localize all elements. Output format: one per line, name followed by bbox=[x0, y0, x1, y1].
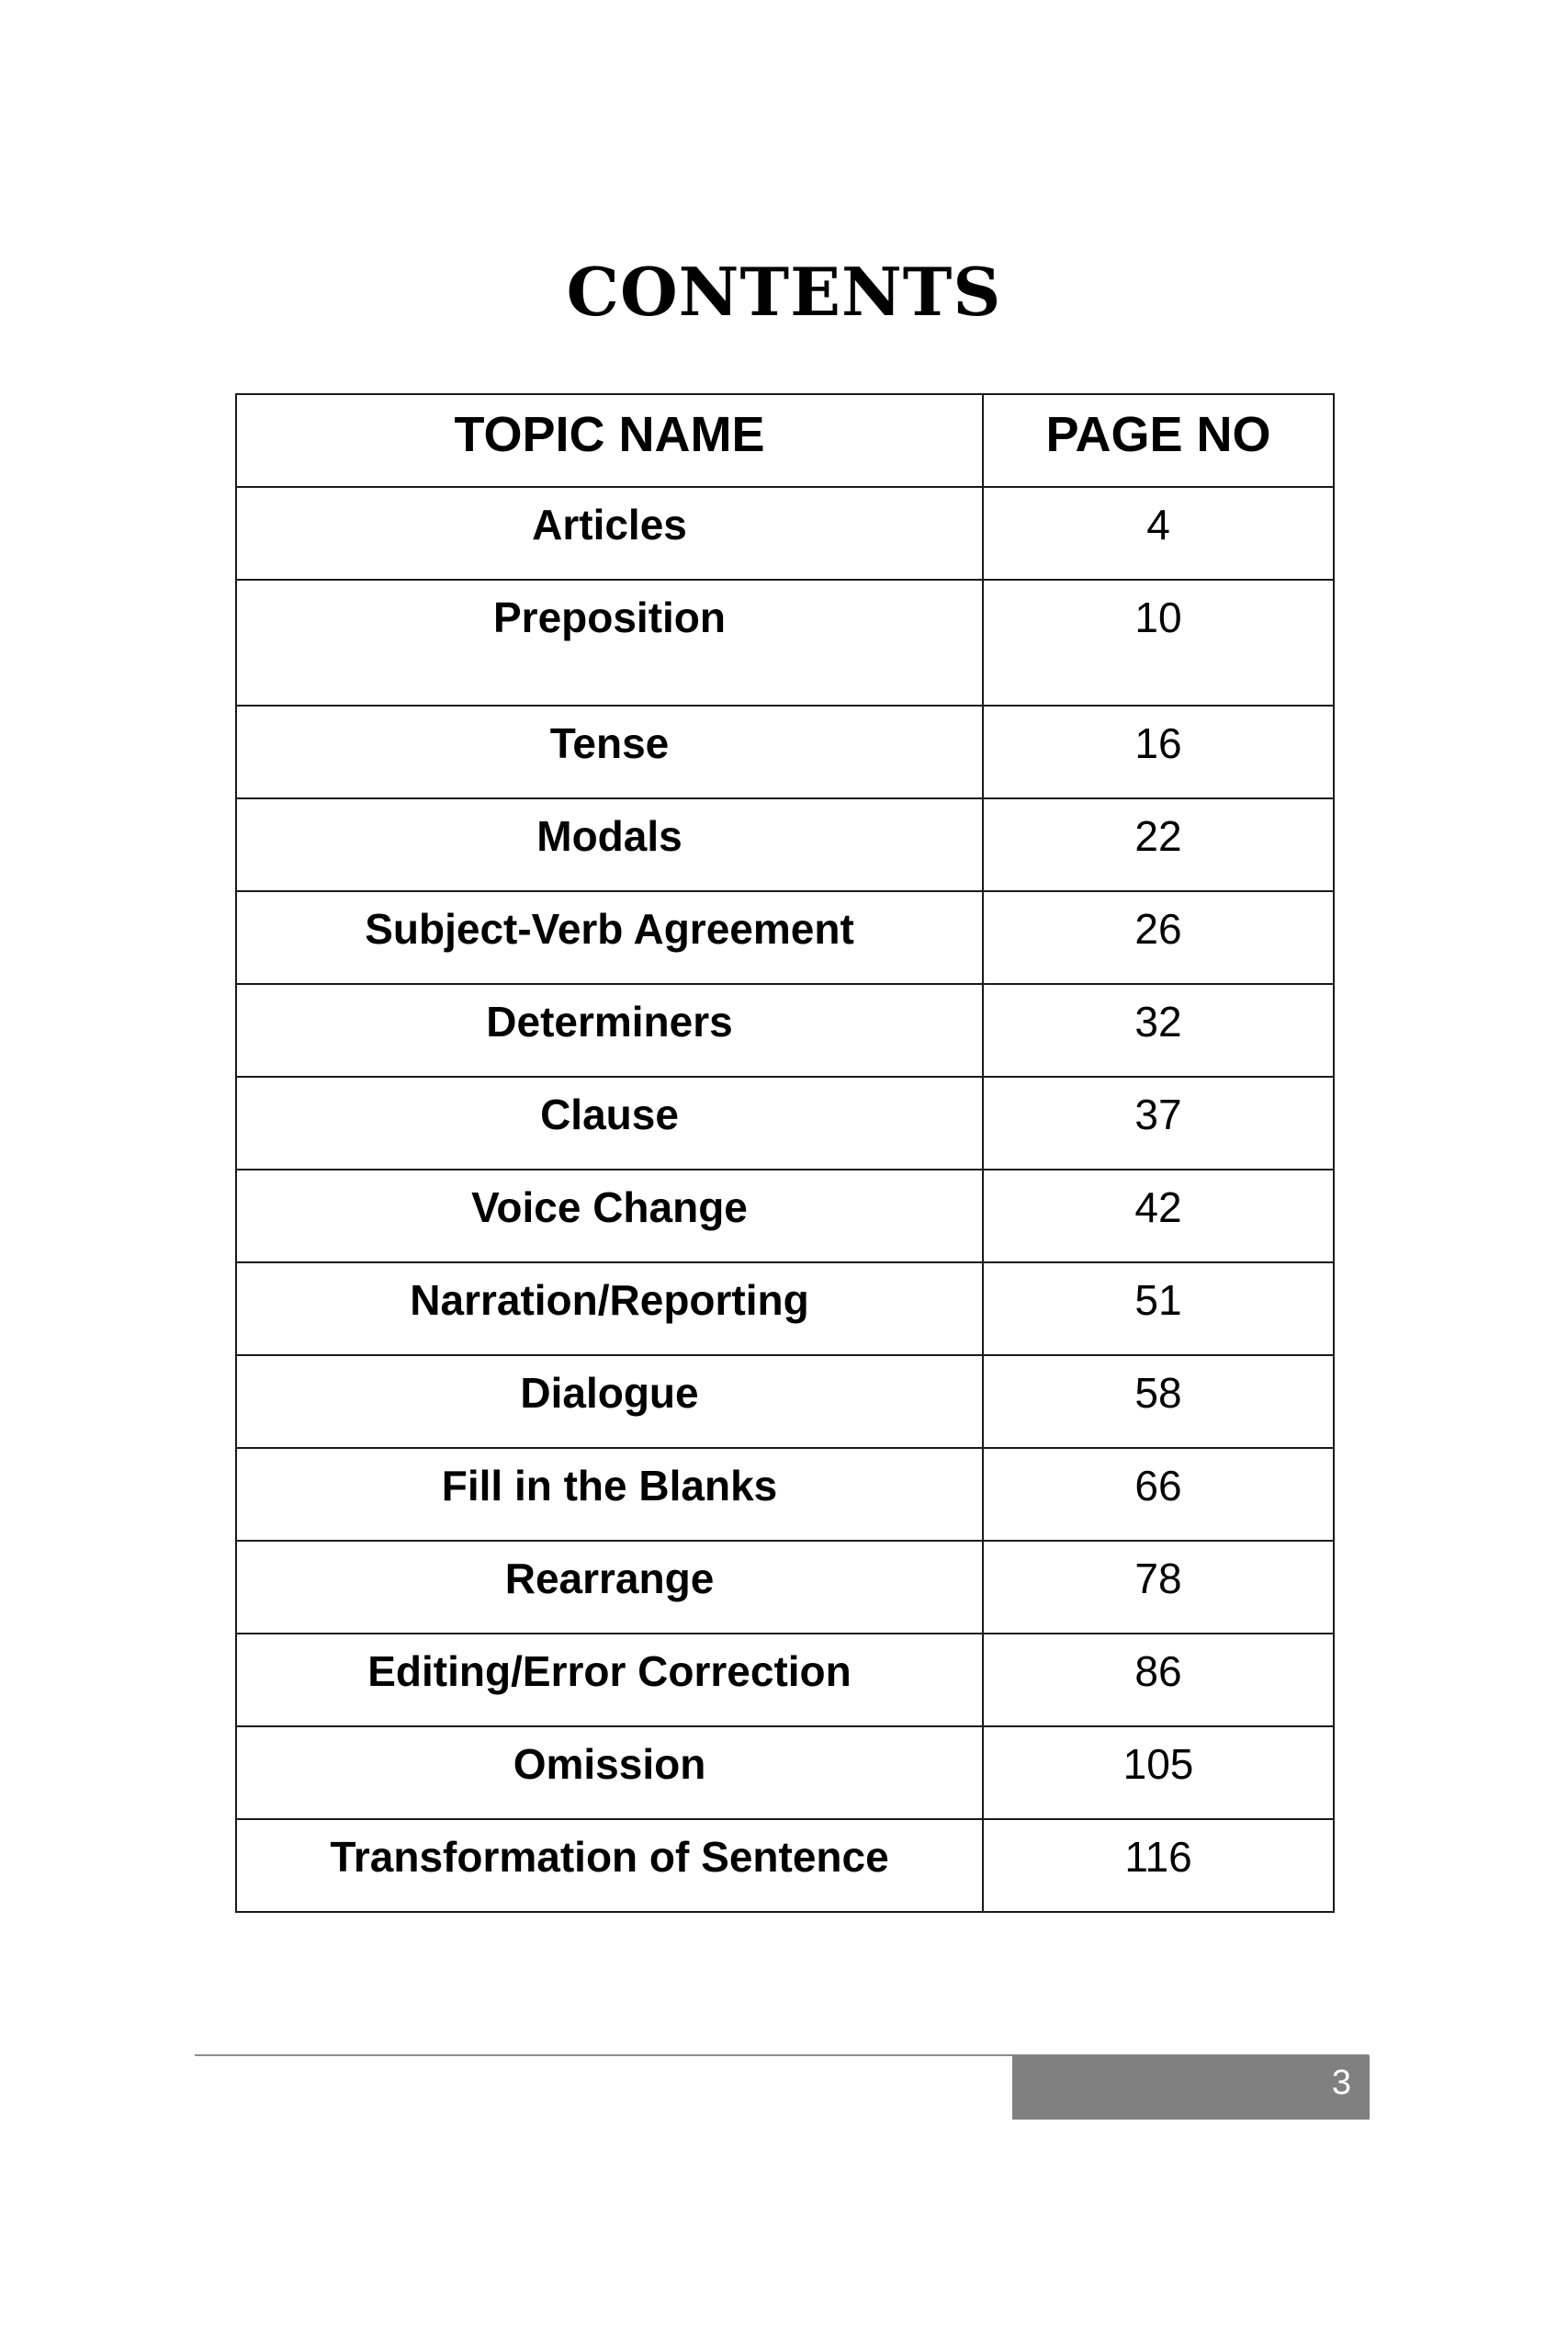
table-row bbox=[236, 1170, 1334, 1262]
table-row bbox=[236, 798, 1334, 891]
table-row bbox=[236, 891, 1334, 984]
table-row bbox=[236, 1634, 1334, 1726]
topic-name-cell: Rearrange bbox=[236, 1541, 983, 1634]
contents-table bbox=[235, 393, 1335, 1913]
topic-name-cell: Tense bbox=[236, 706, 983, 798]
page-no-cell: 37 bbox=[983, 1077, 1334, 1170]
table-row bbox=[236, 1262, 1334, 1355]
topic-name-cell: Narration/Reporting bbox=[236, 1262, 983, 1355]
page-no-cell: 22 bbox=[983, 798, 1334, 891]
topic-name-header: TOPIC NAME bbox=[236, 394, 983, 487]
page-title: CONTENTS bbox=[566, 253, 1002, 331]
page-no-header: PAGE NO bbox=[983, 394, 1334, 487]
page-no-cell: 4 bbox=[983, 487, 1334, 580]
page-no-cell: 105 bbox=[983, 1726, 1334, 1819]
topic-name-cell: Editing/Error Correction bbox=[236, 1634, 983, 1726]
table-header-row bbox=[236, 394, 1334, 487]
topic-name-cell: Preposition bbox=[236, 580, 983, 706]
page-no-cell: 86 bbox=[983, 1634, 1334, 1726]
topic-name-cell: Subject-Verb Agreement bbox=[236, 891, 983, 984]
topic-name-cell: Omission bbox=[236, 1726, 983, 1819]
table-row bbox=[236, 706, 1334, 798]
table-row bbox=[236, 1448, 1334, 1541]
table-row bbox=[236, 1355, 1334, 1448]
page-no-cell: 32 bbox=[983, 984, 1334, 1077]
page-no-cell: 58 bbox=[983, 1355, 1334, 1448]
table-row bbox=[236, 1819, 1334, 1912]
page-no-cell: 16 bbox=[983, 706, 1334, 798]
page-number: 3 bbox=[1331, 2064, 1351, 2102]
page-no-cell: 42 bbox=[983, 1170, 1334, 1262]
table-row bbox=[236, 487, 1334, 580]
page-no-cell: 66 bbox=[983, 1448, 1334, 1541]
page-no-cell: 116 bbox=[983, 1819, 1334, 1912]
table-row bbox=[236, 580, 1334, 706]
table-row bbox=[236, 984, 1334, 1077]
page-no-cell: 78 bbox=[983, 1541, 1334, 1634]
table-row bbox=[236, 1077, 1334, 1170]
topic-name-cell: Determiners bbox=[236, 984, 983, 1077]
topic-name-cell: Clause bbox=[236, 1077, 983, 1170]
topic-name-cell: Transformation of Sentence bbox=[236, 1819, 983, 1912]
topic-name-cell: Modals bbox=[236, 798, 983, 891]
topic-name-cell: Articles bbox=[236, 487, 983, 580]
page-no-cell: 51 bbox=[983, 1262, 1334, 1355]
page-no-cell: 10 bbox=[983, 580, 1334, 706]
topic-name-cell: Dialogue bbox=[236, 1355, 983, 1448]
page-number-box bbox=[1012, 2055, 1370, 2120]
topic-name-cell: Voice Change bbox=[236, 1170, 983, 1262]
table-row bbox=[236, 1541, 1334, 1634]
table-row bbox=[236, 1726, 1334, 1819]
topic-name-cell: Fill in the Blanks bbox=[236, 1448, 983, 1541]
page-no-cell: 26 bbox=[983, 891, 1334, 984]
